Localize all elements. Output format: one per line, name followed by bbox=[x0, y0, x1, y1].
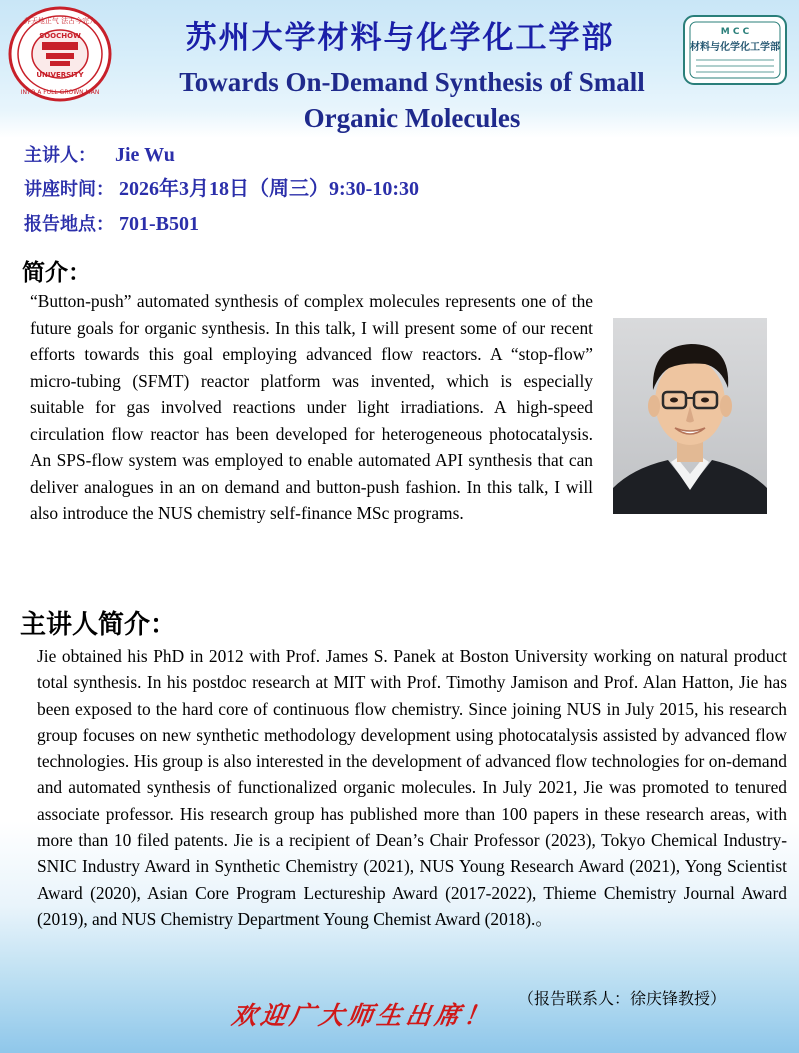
speaker-line bbox=[24, 141, 175, 170]
contact-info: （报告联系人：徐庆锋教授） bbox=[518, 989, 727, 1008]
place-line bbox=[24, 210, 199, 239]
speaker-label: 主讲人： bbox=[24, 145, 96, 166]
welcome-banner: 欢迎广大师生出席！ bbox=[229, 1001, 495, 1030]
time-label: 讲座时间： bbox=[24, 179, 114, 200]
time-value: 2026年3月18日（周三）9:30-10:30 bbox=[119, 178, 419, 200]
talk-title-line2: Organic Molecules bbox=[303, 103, 521, 133]
seal-name: SOOCHOW bbox=[39, 32, 81, 40]
speaker-value: Jie Wu bbox=[115, 144, 175, 166]
seal-motto: INTO A FULL GROWN MAN bbox=[20, 89, 100, 96]
university-seal-icon bbox=[8, 6, 112, 102]
emblem-text: 材料与化学化工学部 bbox=[690, 42, 780, 53]
time-line bbox=[24, 175, 419, 204]
talk-title-line1: Towards On-Demand Synthesis of Small bbox=[179, 67, 645, 97]
speaker-portrait bbox=[613, 318, 767, 514]
abstract-text: “Button-push” automated synthesis of complex molecules represents one of the future goals for organic synthesis. In this talk, I will present some of our recent efforts towards this goal employing advanced flow reactors. A “stop-flow” micro-tubing (SFMT) reactor platform was invented, which is especially suitable for gas involved reactions under light irradiations. A high-speed circulation flow reactor has been developed for heterogeneous photocatalysis. An SPS-flow system was employed to enable automated API synthesis that can deliver analogues in an on demand and button-push fashion. In this talk, I will also introduce the NUS chemistry self-finance MSc programs. bbox=[30, 291, 593, 523]
talk-title bbox=[112, 64, 712, 136]
place-value: 701-B501 bbox=[119, 213, 199, 235]
seal-name-2: UNIVERSITY bbox=[36, 71, 84, 79]
org-title: 苏州大学材料与化学化工学部 bbox=[185, 20, 615, 56]
bio-text: Jie obtained his PhD in 2012 with Prof. James S. Panek at Boston University working on natural product total synthesis. In his postdoc research at MIT with Prof. Timothy Jamison and Prof. Alan Hatton, Jie has been exposed to the hard core of continuous flow chemistry. Since joining NUS in July 2015, his research group focuses on new synthetic methodology development using photocatalysis assisted by advanced flow technologies. His group is also interested in the development of advanced flow technologies for on-demand and automated synthesis of functionalized organic molecules. In July 2021, Jie was promoted to tenured associate professor. His research group has published more than 100 papers in these research areas, with more than 10 filed patents. Jie is a recipient of Dean’s Chair Professor (2023), Tokyo Chemical Industry-SNIC Industry Award in Synthetic Chemistry (2021), NUS Young Research Award (2021), Yong Scientist Award (2020), Asian Core Program Lectureship Award (2017-2022), Thieme Chemistry Journal Award (2019), and NUS Chemistry Department Young Chemist Award (2018).。 bbox=[37, 646, 787, 929]
place-label: 报告地点： bbox=[24, 214, 114, 235]
seal-text-top: 养天地正气 法古今完人 bbox=[23, 17, 97, 25]
abstract-heading: 简介： bbox=[22, 260, 91, 286]
bio-heading: 主讲人简介： bbox=[20, 610, 177, 640]
emblem-letters: M C C bbox=[720, 27, 750, 37]
